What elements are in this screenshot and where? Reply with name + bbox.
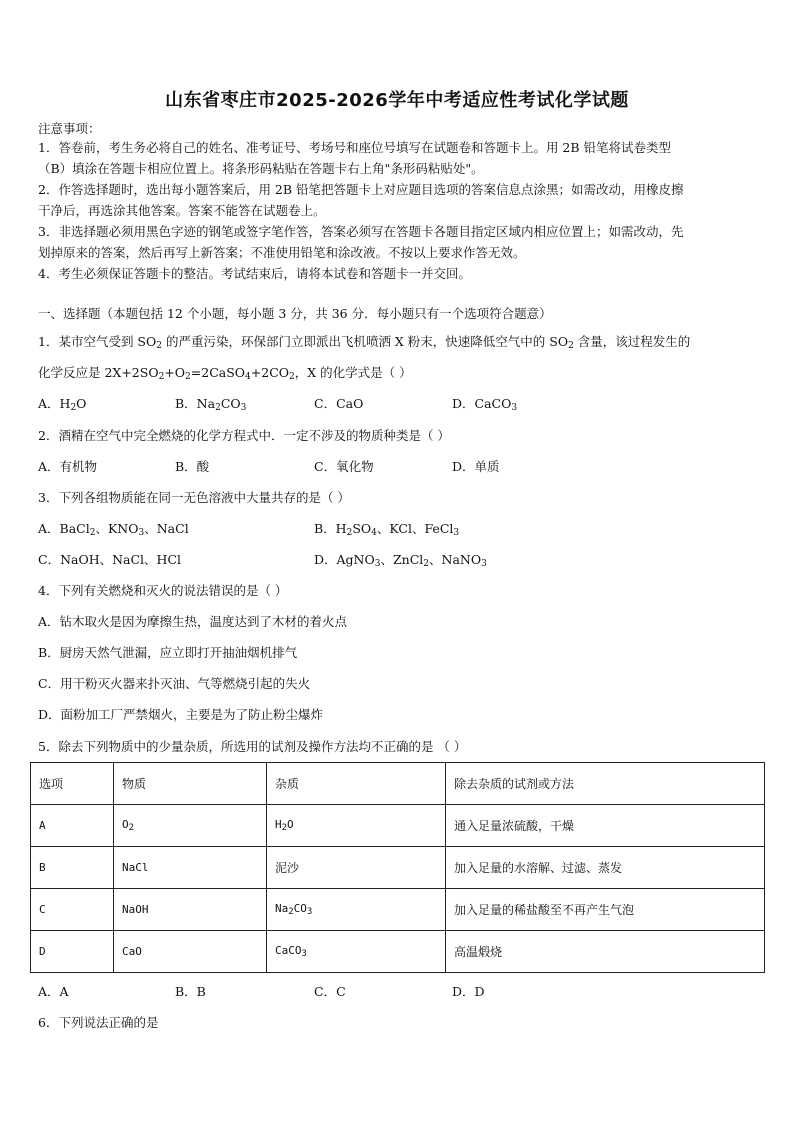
- option-d: D．AgNO$_3$、ZnCl$_2$、NaNO$_3$: [314, 552, 487, 569]
- notice-item-2b: 干净后，再选涂其他答案。答案不能答在试题卷上。: [38, 203, 326, 218]
- option-c: C．氧化物: [314, 459, 374, 474]
- table-cell-impurity: $H_2O$: [267, 805, 446, 847]
- question-4-option-d: D．面粉加工厂严禁烟火，主要是为了防止粉尘爆炸: [38, 707, 324, 722]
- option-d: D．D: [452, 984, 485, 999]
- option-c: C．NaOH、NaCl、HCl: [38, 552, 182, 567]
- question-4-option-c: C．用干粉灭火器来扑灭油、气等燃烧引起的失火: [38, 676, 311, 691]
- table-cell-impurity: CaCO$_3$: [267, 931, 446, 973]
- table-header-row: [31, 763, 765, 805]
- table-cell-method: 高温煅烧: [446, 931, 765, 973]
- exam-title: 山东省枣庄市2025-2026学年中考适应性考试化学试题: [165, 90, 629, 111]
- table-cell-option: A: [31, 805, 114, 847]
- option-d: D．CaCO$_3$: [452, 396, 518, 413]
- table-row: [31, 931, 765, 973]
- notice-item-1b: （B）填涂在答题卡相应位置上。将条形码粘贴在答题卡右上角"条形码粘贴处"。: [38, 161, 484, 176]
- table-cell-substance: $O_2$: [114, 805, 267, 847]
- option-b: B．酸: [175, 459, 210, 474]
- table-row: [31, 847, 765, 889]
- notice-heading: 注意事项：: [38, 121, 101, 136]
- question-4-option-a: A．钻木取火是因为摩擦生热，温度达到了木材的着火点: [38, 614, 348, 629]
- table-cell-option: C: [31, 889, 114, 931]
- question-4-option-b: B．厨房天然气泄漏，应立即打开抽油烟机排气: [38, 645, 298, 660]
- option-c: C．CaO: [314, 396, 364, 411]
- notice-item-2a: 2．作答选择题时，选出每小题答案后，用 2B 铅笔把答题卡上对应题目选项的答案信息点涂黑；如需改动，用橡皮擦: [38, 182, 684, 197]
- option-c: C．C: [314, 984, 346, 999]
- option-a: A．$H_2O$: [38, 396, 87, 413]
- option-b: B．$Na_2CO_3$: [175, 396, 247, 413]
- table-row: [31, 889, 765, 931]
- option-d: D．单质: [452, 459, 500, 474]
- table-header: 选项: [31, 763, 114, 805]
- question-5-table: [30, 762, 765, 973]
- table-cell-method: 通入足量浓硫酸，干燥: [446, 805, 765, 847]
- option-b: B．B: [175, 984, 206, 999]
- question-1-stem: 1．某市空气受到 $SO_2$ 的严重污染，环保部门立即派出飞机喷洒 X 粉末，快速降低空气中的 $SO_2$ 含量，该过程发生的: [38, 334, 691, 351]
- notice-item-3a: 3．非选择题必须用黑色字迹的钢笔或签字笔作答，答案必须写在答题卡各题目指定区域内相应位置上；如需改动，先: [38, 224, 684, 239]
- table-row: [31, 805, 765, 847]
- question-2-stem: 2．酒精在空气中完全燃烧的化学方程式中．一定不涉及的物质种类是（ ）: [38, 428, 450, 443]
- question-4-stem: 4．下列有关燃烧和灭火的说法错误的是（ ）: [38, 583, 288, 598]
- question-1-equation: 化学反应是 $2X+2SO_2+O_2=2CaSO_4+2CO_2$，X 的化学式是（ ）: [38, 365, 412, 382]
- table-cell-substance: NaOH: [114, 889, 267, 931]
- option-a: A．BaCl$_2$、$KNO_3$、NaCl: [38, 521, 189, 538]
- table-cell-substance: CaO: [114, 931, 267, 973]
- table-cell-option: D: [31, 931, 114, 973]
- table-cell-option: B: [31, 847, 114, 889]
- table-cell-substance: NaCl: [114, 847, 267, 889]
- section-heading: 一、选择题（本题包括 12 个小题，每小题 3 分，共 36 分．每小题只有一个选项符合题意）: [38, 306, 552, 321]
- table-header: 除去杂质的试剂或方法: [446, 763, 765, 805]
- notice-item-4: 4．考生必须保证答题卡的整洁。考试结束后，请将本试卷和答题卡一并交回。: [38, 266, 471, 281]
- table-header: 杂质: [267, 763, 446, 805]
- question-3-stem: 3．下列各组物质能在同一无色溶液中大量共存的是（ ）: [38, 490, 350, 505]
- table-cell-method: 加入足量的水溶解、过滤、蒸发: [446, 847, 765, 889]
- table-cell-method: 加入足量的稀盐酸至不再产生气泡: [446, 889, 765, 931]
- notice-item-3b: 划掉原来的答案，然后再写上新答案；不准使用铅笔和涂改液。不按以上要求作答无效。: [38, 245, 526, 260]
- question-6-stem: 6．下列说法正确的是: [38, 1015, 159, 1030]
- option-b: B．$H_2SO_4$、KCl、FeCl$_3$: [314, 521, 460, 538]
- table-cell-impurity: $Na_2CO_3$: [267, 889, 446, 931]
- question-5-stem: 5．除去下列物质中的少量杂质，所选用的试剂及操作方法均不正确的是 （ ）: [38, 739, 467, 754]
- option-a: A．A: [38, 984, 69, 999]
- notice-item-1a: 1．答卷前，考生务必将自己的姓名、准考证号、考场号和座位号填写在试题卷和答题卡上。用 2B 铅笔将试卷类型: [38, 140, 672, 155]
- table-cell-impurity: 泥沙: [267, 847, 446, 889]
- option-a: A．有机物: [38, 459, 98, 474]
- table-header: 物质: [114, 763, 267, 805]
